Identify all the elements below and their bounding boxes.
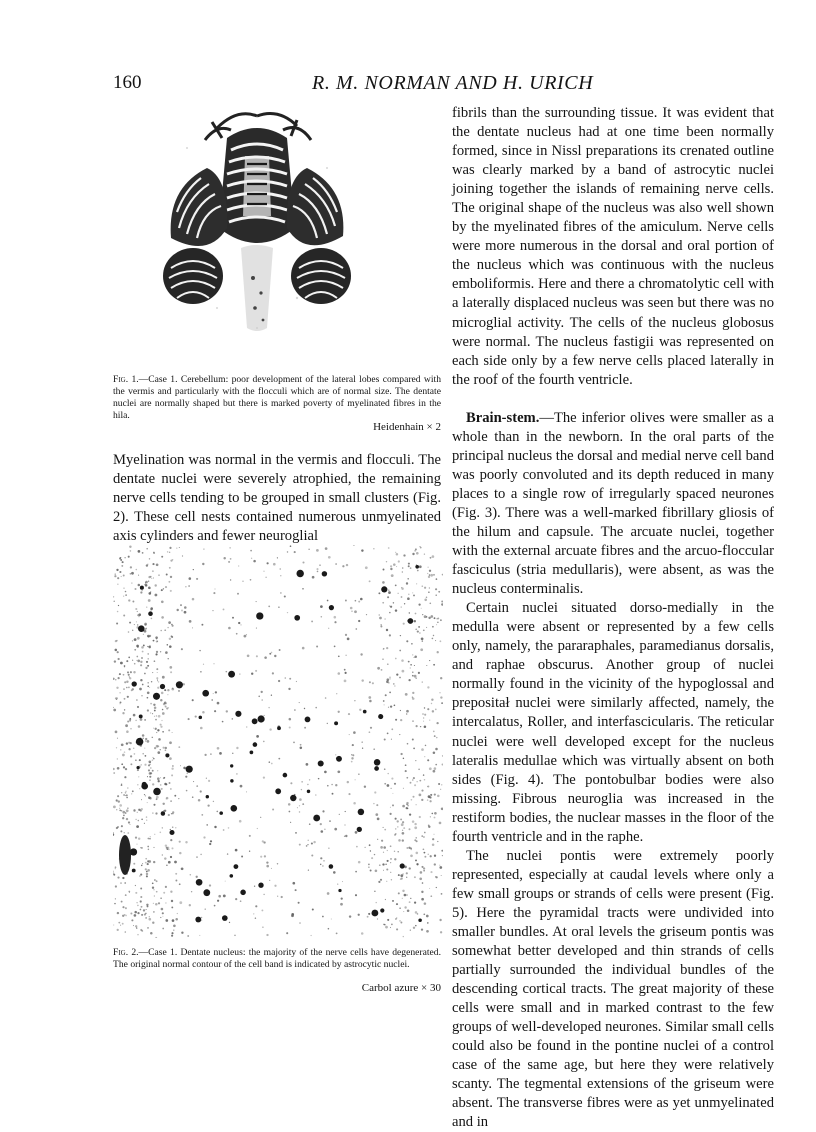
right-column — [452, 104, 774, 1132]
figure-2-caption-text: —Case 1. Dentate nucleus: the majority of the nerve cells have degenerated. The original normal contour of the cell band is indicated by astrocytic nuclei. — [113, 947, 441, 970]
section-heading-brain-stem: Brain-stem. — [466, 409, 540, 426]
figure-2-credit: Carbol azure × 30 — [361, 982, 441, 994]
right-paragraph-2-text: —The inferior olives were smaller as a whole than in the newborn. In the oral parts of the principal nucleus the dorsal and medial nerve cell band was poorly convoluted and its depth reduced in many places to a single row of irregularly spaced neurones (Fig. 3). There was a well-marked fibrillary gliosis of the hilum and capsule. The arcuate nuclei, together with the external arcuate fibres and the arcuo-floccular fasciculus (stria medullaris), were absent, as was the nucleus conterminalis. — [452, 409, 774, 598]
figure-1-caption-text: —Case 1. Cerebellum: poor development of the lateral lobes compared with the vermis and particularly with the flocculi which are of normal size. The dentate nuclei are normally shaped but there is marked poverty of myelinated fibres in the hila. — [113, 374, 441, 421]
figure-1-credit: Heidenhain × 2 — [373, 421, 441, 433]
figure-2-image — [113, 545, 443, 938]
running-title: R. M. NORMAN AND H. URICH — [312, 72, 594, 94]
figure-1-caption — [113, 374, 441, 422]
left-paragraph: Myelination was normal in the vermis and flocculi. The dentate nuclei were severely atrophied, the remaining nerve cells tending to be grouped in small clusters (Fig. 2). These cell nests contained numerous unmyelinated axis cylinders and fewer neuroglial — [113, 452, 441, 545]
figure-1-image — [157, 108, 357, 340]
cerebellum-micrograph — [157, 108, 357, 340]
dentate-nucleus-micrograph — [113, 545, 443, 938]
right-paragraph-4: The nuclei pontis were extremely poorly represented, especially at caudal levels where only a few small groups or strands of cells were present (Fig. 5). Here the pyramidal tracts were undivided into smaller bundles. At oral levels the griseum pontis was somewhat better developed and thin strands of cells partially surrounded the individual bundles of the descending cortical tracts. The great majority of these cells were small and in marked contrast to the few groups of well-developed neurones. Similar small cells could also be found in the pontine nuclei of a control case of the same age, but here they were relatively scanty. The tegmental extensions of the griseum were absent. The transverse fibres were as yet unmyelinated and in — [452, 847, 774, 1131]
right-paragraph-3: Certain nuclei situated dorso-medially in the medulla were absent or represented by a few cells only, namely, the pararaphales, paramedianus dorsalis, and raphae obscurus. Another group of nuclei normally found in the vicinity of the hypoglossal and prepositał nuclei were similarly affected, namely, the intercalatus, Roller, and interfascicularis. The reticular nuclei were well developed except for the nucleus lateralis medullae which was virtually absent on both sides (Fig. 4). The pontobulbar bodies were also missing. Fibrous neuroglia was increased in the restiform bodies, the nuclear masses in the floor of the fourth ventricle and in the raphe. — [452, 600, 774, 845]
figure-2-caption — [113, 947, 441, 971]
page-number: 160 — [113, 72, 142, 93]
left-column — [113, 451, 441, 546]
right-paragraph-1: fibrils than the surrounding tissue. It was evident that the dentate nucleus had at one time been normally formed, since in Nissl preparations its crenated outline was clearly marked by a band of astrocytic nuclei joining together the islands of remaining nerve cells. The original shape of the nucleus was also well shown by the myelinated fibres of the amiculum. Nerve cells were more numerous in the dorsal and oral portion of the nucleus which was continuous with the nucleus emboliformis. Here and there a chromatolytic cell with a laterally displaced nucleus was seen but there was no microglial activity. The cells of the nucleus globosus were normal. The nucleus fastigii was represented on each side only by a few nerve cells placed laterally in the roof of the fourth ventricle. — [452, 105, 774, 388]
figure-2-label: Fig. 2. — [113, 947, 139, 958]
figure-1-label: Fig. 1. — [113, 374, 139, 385]
right-paragraph-2 — [452, 409, 774, 599]
